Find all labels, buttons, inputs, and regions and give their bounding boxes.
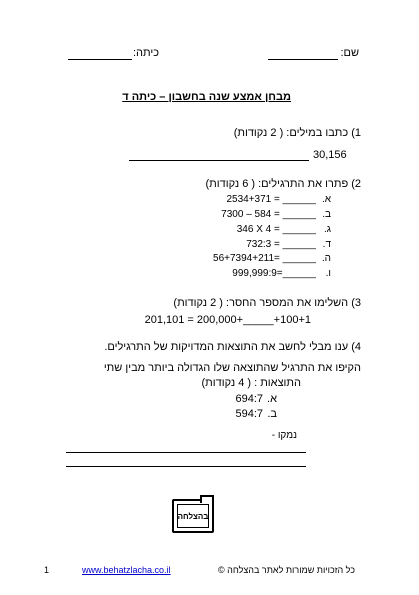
q2-letter-a: א. <box>321 194 331 205</box>
q2-letter-f: ו. <box>325 268 331 279</box>
answer-line-2[interactable] <box>66 466 306 467</box>
logo-text: בהצלחה <box>177 504 209 528</box>
q2-expr-b: 7300 – 584 = ______ <box>221 209 316 220</box>
site-link[interactable]: www.behatzlacha.co.il <box>82 565 171 575</box>
q2-letter-b: ב. <box>322 209 331 220</box>
answer-line-1[interactable] <box>66 452 306 453</box>
logo-tab-shape <box>200 495 214 503</box>
q1-number: 30,156 <box>313 149 347 161</box>
page-number: 1 <box>44 565 50 575</box>
q2-letter-e: ה. <box>321 253 331 264</box>
name-label: שם: <box>340 47 359 59</box>
q4-line2: הקיפו את התרגיל שהתוצאה שלו הגדולה ביותר מבין שתי <box>103 362 361 374</box>
copyright-text: כל הזכויות שמורות לאתר בהצלחה © <box>218 565 355 575</box>
q2-letter-c: ג. <box>323 224 331 235</box>
q4-expr-a: 694:7 <box>235 393 263 405</box>
q2-expr-c: 346 X 4 = ______ <box>236 224 316 235</box>
name-field[interactable] <box>268 59 338 60</box>
q1-text: 1) כתבו במילים: ( 2 נקודות) <box>233 127 361 139</box>
q3-text: 3) השלימו את המספר החסר: ( 2 נקודות) <box>173 297 361 309</box>
q4-letter-b: ב. <box>267 408 277 420</box>
q2-text: 2) פתרו את התרגילים: ( 6 נקודות) <box>205 178 361 190</box>
q4-expr-b: 594:7 <box>235 408 263 420</box>
q4-explain: נמקו - <box>271 430 297 441</box>
logo <box>172 499 214 533</box>
class-field[interactable] <box>68 59 132 60</box>
q2-expr-a: 2534+371 = ______ <box>226 194 316 205</box>
class-label: כיתה: <box>132 47 159 59</box>
q3-expr: 201,101 = 200,000+_____+100+1 <box>144 314 311 326</box>
q4-letter-a: א. <box>267 393 277 405</box>
q4-text: 4) ענו מבלי לחשב את התוצאות המדויקות של התרגילים. <box>104 341 361 353</box>
q4-line3: התוצאות : ( 4 נקודות) <box>201 377 301 389</box>
q2-expr-d: 732:3 = ______ <box>246 239 316 250</box>
q2-expr-e: 56+7394+211= ______ <box>213 253 316 264</box>
page-title: מבחן אמצע שנה בחשבון – כיתה ד <box>122 91 291 103</box>
q2-expr-f: 999,999:9=______ <box>232 268 316 279</box>
q1-answer-line[interactable] <box>129 160 309 161</box>
q2-letter-d: ד. <box>322 239 331 250</box>
